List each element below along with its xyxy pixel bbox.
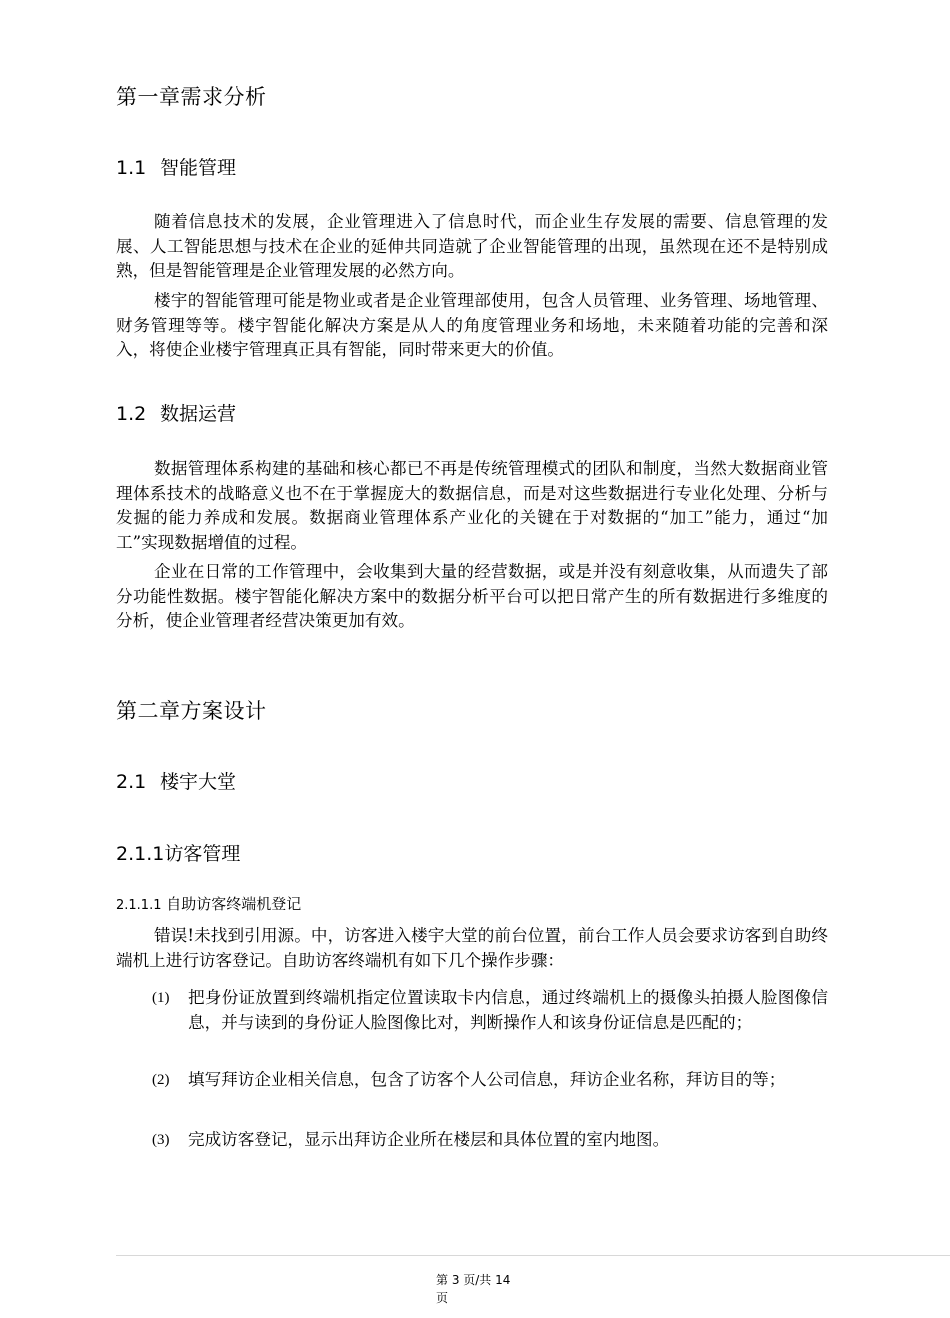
section-number: 2.1 xyxy=(116,771,147,793)
section-1-1-heading xyxy=(116,156,236,180)
page-number: 第 3 页/共 14 页 xyxy=(436,1273,511,1305)
section-2-1-1-heading xyxy=(116,842,240,866)
list-marker: (2) xyxy=(152,1072,170,1088)
list-item-text: 填写拜访企业相关信息，包含了访客个人公司信息，拜访企业名称，拜访目的等； xyxy=(188,1070,786,1089)
section-number: 2.1.1.1 xyxy=(116,898,162,913)
list-item xyxy=(152,986,828,1035)
section-title: 访客管理 xyxy=(164,843,241,865)
section-2-1-heading xyxy=(116,770,236,794)
paragraph: 随着信息技术的发展，企业管理进入了信息时代，而企业生存发展的需要、信息管理的发展、人工智能思想与技术在企业的延伸共同造就了企业智能管理的出现，虽然现在还不是特别成熟，但是智能管理是企业管理发展的必然方向。 xyxy=(116,212,828,280)
section-1-2-heading xyxy=(116,402,236,426)
paragraph: 错误!未找到引用源。中，访客进入楼宇大堂的前台位置，前台工作人员会要求访客到自助终端机上进行访客登记。自助访客终端机有如下几个操作步骤： xyxy=(116,926,828,970)
section-number: 1.2 xyxy=(116,403,147,425)
list-item xyxy=(152,1068,828,1093)
list-marker: (1) xyxy=(152,990,170,1006)
section-number: 2.1.1 xyxy=(116,843,165,865)
section-2-1-1-1-heading xyxy=(116,894,301,916)
paragraph: 楼宇的智能管理可能是物业或者是企业管理部使用，包含人员管理、业务管理、场地管理、财务管理等等。楼宇智能化解决方案是从人的角度管理业务和场地，未来随着功能的完善和深入，将使企业楼宇管理真正具有智能，同时带来更大的价值。 xyxy=(116,291,828,359)
section-title: 数据运营 xyxy=(160,403,237,425)
section-title: 自助访客终端机登记 xyxy=(166,895,302,913)
paragraph: 企业在日常的工作管理中，会收集到大量的经营数据，或是并没有刻意收集，从而遗失了部分功能性数据。楼宇智能化解决方案中的数据分析平台可以把日常产生的所有数据进行多维度的分析，使企业管理者经营决策更加有效。 xyxy=(116,562,828,630)
list-marker: (3) xyxy=(152,1132,170,1148)
chapter-1-heading: 第一章需求分析 xyxy=(116,85,267,109)
section-title: 楼宇大堂 xyxy=(160,771,237,793)
list-item-text: 把身份证放置到终端机指定位置读取卡内信息，通过终端机上的摄像头拍摄人脸图像信息，并与读到的身份证人脸图像比对，判断操作人和该身份证信息是匹配的； xyxy=(188,988,828,1032)
list-item-text: 完成访客登记，显示出拜访企业所在楼层和具体位置的室内地图。 xyxy=(188,1130,670,1149)
section-title: 智能管理 xyxy=(160,157,237,179)
list-item xyxy=(152,1128,828,1153)
chapter-2-heading: 第二章方案设计 xyxy=(116,699,267,723)
section-number: 1.1 xyxy=(116,157,147,179)
footer-divider xyxy=(116,1255,950,1256)
paragraph: 数据管理体系构建的基础和核心都已不再是传统管理模式的团队和制度，当然大数据商业管理体系技术的战略意义也不在于掌握庞大的数据信息，而是对这些数据进行专业化处理、分析与发掘的能力养成和发展。数据商业管理体系产业化的关键在于对数据的“加工”能力，通过“加工”实现数据增值的过程。 xyxy=(116,459,828,552)
